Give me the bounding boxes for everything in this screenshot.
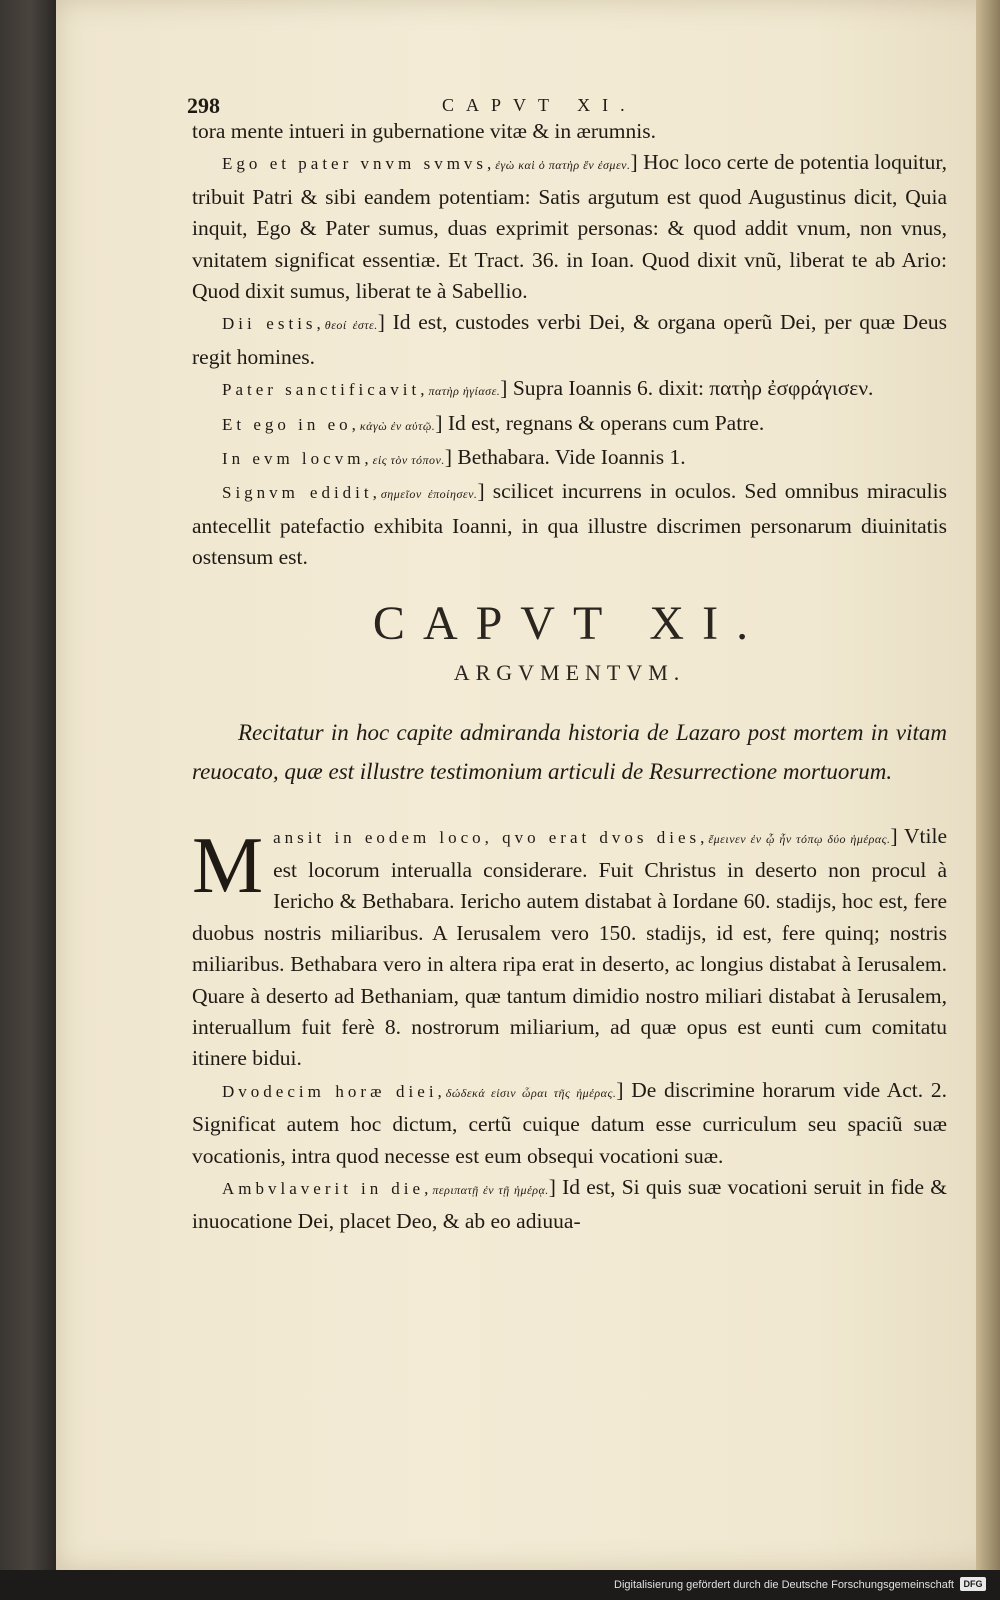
argument-text: Recitatur in hoc capite admiranda historia de Lazaro post mortem in vitam reuocato, quæ est illustre testimonium articuli de Resurrectione mortuorum.	[192, 719, 947, 784]
paragraph-body: tora mente intueri in gubernatione vitæ & in ærumnis.	[192, 119, 656, 143]
dfg-logo: DFG	[960, 1577, 986, 1591]
paragraph-commentary	[192, 1075, 947, 1172]
greek-quote: σημεῖον ἐποίησεν.	[380, 487, 478, 502]
running-title: CAPVT XI.	[442, 95, 637, 115]
chapter-title: CAPVT XI.	[372, 596, 767, 650]
page-text-block	[187, 92, 948, 1238]
lemma: In evm locvm,	[222, 449, 373, 469]
paragraph-body: ] De discrimine horarum vide Act. 2. Significat autem hoc dictum, certũ cuique datum esse curriculum seu spaciũ suæ vocationis, intra quod necesse est eum obsequi vocationi suæ.	[192, 1077, 947, 1168]
paragraph-commentary	[192, 147, 947, 307]
lemma: Dii estis,	[222, 314, 325, 334]
paragraph-commentary	[192, 373, 947, 407]
page-number: 298	[187, 93, 220, 118]
lemma: Et ego in eo,	[222, 414, 360, 434]
paragraph-body: ] Vtile est locorum interualla considerare. Fuit Christus in deserto non procul à Iericho & Bethabara. Iericho autem distabat à Iordane 60. stadijs, hoc est, fere duobus nostris miliaribus. A Ierusalem vero 150. stadijs, id est, fere quinq; nostris miliaribus. Bethabara vero in altera ripa erat in deserto, ac longius distabat à Ierusalem. Quare à deserto ad Bethaniam, quæ tantum dimidio nostro miliari distabat à Ierusalem, interuallum fuit ferè 8. nostrorum miliarium, ad quæ opus est eunti cum comitatu itinere bidui.	[192, 823, 947, 1071]
paragraph-commentary	[192, 442, 947, 476]
lemma: Dvodecim horæ diei,	[222, 1081, 446, 1101]
paragraph-body: ] Id est, Si quis suæ vocationi seruit in fide & inuocatione Dei, placet Deo, & ab eo adiuua-	[192, 1174, 948, 1234]
paragraph-commentary	[192, 476, 947, 573]
lemma: Pater sanctificavit,	[222, 380, 429, 400]
page-edge	[976, 0, 1000, 1570]
running-head	[187, 92, 947, 118]
greek-quote: εἰς τὸν τόπον.	[372, 453, 445, 468]
lemma: Ego et pater vnvm svmvs,	[222, 154, 496, 174]
greek-quote: κἀγὼ ἐν αὐτῷ.	[359, 418, 436, 433]
drop-initial: M	[192, 821, 264, 910]
argument-label: ARGVMENTVM.	[453, 660, 686, 686]
paragraph-body: ] Supra Ioannis 6. dixit: πατὴρ ἐσφράγισεν.	[500, 376, 874, 401]
paragraph-body: ] Hoc loco certe de potentia loquitur, tribuit Patri & sibi eandem potentiam: Satis argutum est quod Augustinus dicit, Quia inquit, Ego & Pater sumus, duas exprimit personas: & quod addit vnum, non vnus, vnitatem significat essentiæ. Et Tract. 36. in Ioan. Quod dixit vnũ, liberat te ab Ario: Quod dixit sumus, liberat te à Sabellio.	[192, 150, 948, 304]
greek-quote: περιπατῇ ἐν τῇ ἡμέρᾳ.	[432, 1182, 549, 1197]
greek-quote: θεοί ἐστε.	[324, 318, 378, 333]
lemma: Ambvlaverit in die,	[222, 1178, 433, 1198]
paragraph-body: ] Id est, custodes verbi Dei, & organa operũ Dei, per quæ Deus regit homines.	[192, 310, 947, 369]
paragraph-commentary	[192, 821, 947, 1075]
lemma: ansit in eodem loco, qvo erat dvos dies,	[273, 827, 709, 847]
paragraph-body: ] Id est, regnans & operans cum Patre.	[435, 410, 765, 435]
lemma: Signvm edidit,	[222, 483, 381, 503]
greek-quote: ἐγὼ καὶ ὁ πατὴρ ἕν ἐσμεν.	[495, 158, 631, 173]
paragraph-commentary	[192, 1172, 947, 1238]
paragraph-body: ] Bethabara. Vide Ioannis 1.	[444, 445, 686, 470]
footer-credit: Digitalisierung gefördert durch die Deutsche Forschungsgemeinschaft	[614, 1579, 954, 1591]
greek-quote: δώδεκά εἰσιν ὧραι τῆς ἡμέρας.	[445, 1085, 617, 1100]
paragraph-body: ] scilicet incurrens in oculos. Sed omnibus miraculis antecellit patefactio exhibita Ioanni, in qua illustre discrimen personarum diuinitatis ostensum est.	[192, 479, 947, 570]
paragraph-commentary	[192, 307, 947, 373]
paragraph-commentary	[192, 408, 947, 442]
greek-quote: ἔμεινεν ἐν ᾧ ἦν τόπῳ δύο ἡμέρας.	[708, 831, 891, 846]
greek-quote: πατὴρ ἡγίασε.	[428, 384, 501, 399]
